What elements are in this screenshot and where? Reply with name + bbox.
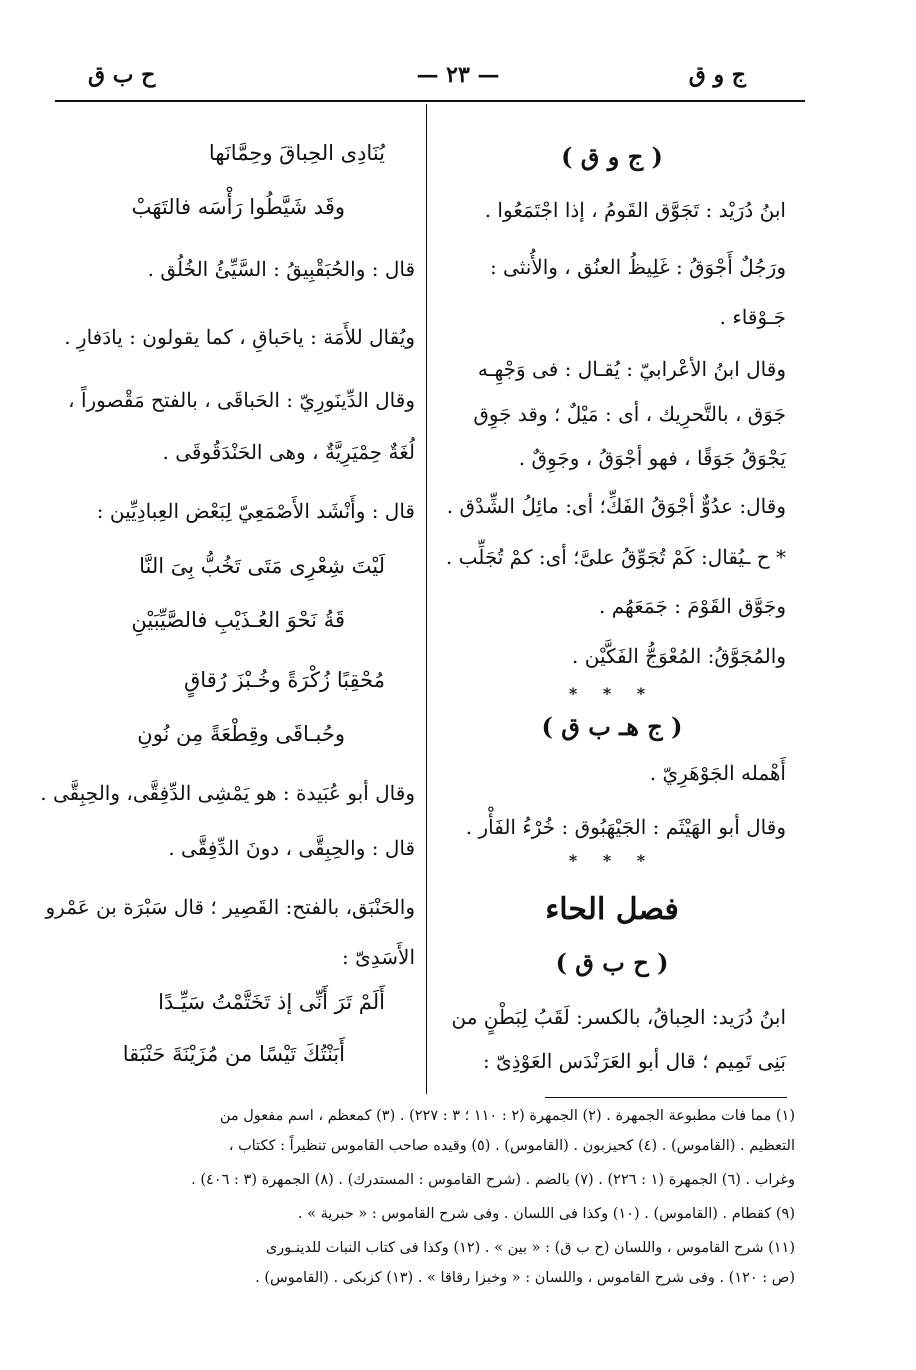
page-number: — ٢٣ — bbox=[416, 62, 500, 88]
text-line: جَوَق ، بالتَّحرِيك ، أى : مَيْلٌ ؛ وقد جَوِق bbox=[473, 402, 786, 426]
verse-line: مُحْقِبًا زُكْرَةً وخُـبْزَ رُقاقٍ bbox=[184, 668, 385, 692]
text-line: قال : وأَنْشَد الأَصْمَعِيّ لِبَعْض العِبادِيِّين : bbox=[96, 499, 415, 523]
verse-line: يُنَادِى الحِباقَ وحِمَّانَها bbox=[208, 141, 385, 165]
text-line: يَجْوَقُ جَوَقًا ، فهو أجْوَقُ ، وجَوِقٌ . bbox=[518, 446, 786, 470]
footnote-line: التعظيم . (القاموس) . (٤) كحيزبون . (القاموس) . (٥) وقيده صاحب القاموس تنظيراً : ككتاب ، bbox=[228, 1138, 795, 1154]
footnote-line: وغراب . (٦) الجمهرة (١ : ٢٢٦) . (٧) بالضم . (شرح القاموس : المستدرك) . (٨) الجمهرة (٣ : ٤٠٦) . bbox=[191, 1172, 795, 1188]
text-line: قال : والحُبَقْبِيقُ : السَّيِّئُ الخُلُق . bbox=[147, 257, 415, 281]
verse-line: وحُبـاقَى وقِطْعَةً مِن نُونِ bbox=[137, 722, 345, 746]
text-line: أَهْمله الجَوْهَرِيّ . bbox=[649, 761, 786, 785]
footnote-line: (٩) كقطام . (القاموس) . (١٠) وكذا فى اللسان . وفى شرح القاموس : « حبرية » . bbox=[297, 1206, 795, 1222]
verse-line: أَبَنْتُكَ تَيْسًا من مُزَيْنَةَ حَنْبَقا bbox=[122, 1042, 345, 1066]
text-line: والحَنْبَق، بالفتح: القَصِير ؛ قال سَبْرَة بن عَمْرو bbox=[45, 895, 415, 919]
column-divider bbox=[426, 104, 427, 1094]
footnote-line: (١) مما فات مطبوعة الجمهرة . (٢) الجمهرة (٢ : ١١٠ ؛ ٣ : ٢٢٧) . (٣) كمعظم ، اسم مفعول من bbox=[219, 1108, 795, 1124]
footnote-line: (١١) شرح القاموس ، واللسان (ح ب ق) : « بين » . (١٢) وكذا فى كتاب النبات للدينـورى bbox=[265, 1240, 795, 1256]
text-line: بَنِى تَمِيم ؛ قال أبو العَرَنْدَس العَوْذِىّ : bbox=[483, 1049, 786, 1073]
text-line: لُغَةٌ حِمْيَرِيَّةٌ ، وهى الحَنْدَقُوقَى . bbox=[162, 440, 415, 464]
verse-line: لَيْتَ شِعْرِى مَتَى تَخُبُّ بِىَ النَّا bbox=[139, 554, 385, 578]
verse-line: أَلَمْ تَرَ أَنِّى إذ تَخَتَّمْتُ سَيِّـدًا bbox=[158, 990, 385, 1014]
text-line: والمُجَوَّقُ: المُعْوَجُّ الفَكَّيْن . bbox=[572, 644, 786, 668]
text-line: وجَوَّق القَوْمَ : جَمَعَهُم . bbox=[599, 594, 786, 618]
separator-stars: * * * bbox=[568, 684, 656, 703]
text-line: ابنُ دُرَيْد : تَجَوَّق القَومُ ، إذا اجْتَمَعُوا . bbox=[484, 198, 786, 222]
text-line: * ح ـيُقال: كَمْ تُجَوِّقُ علىَّ؛ أى: كمْ تُجَلِّب . bbox=[445, 545, 786, 569]
text-line: جَـوْقاء . bbox=[719, 305, 786, 329]
entry-heading: ( ج هـ ب ق ) bbox=[541, 712, 683, 741]
separator-stars: * * * bbox=[568, 851, 656, 870]
text-line: ورَجُلٌ أَجْوَقُ : غَلِيظُ العنُق ، والأُنثى : bbox=[489, 255, 786, 279]
text-line: قال : والحِبِقَّى ، دونَ الدِّفِقَّى . bbox=[168, 836, 415, 860]
verse-line: وقَد شَيَّطُوا رَأْسَه فالتَهَبْ bbox=[131, 195, 345, 219]
running-head-left: ح ب ق bbox=[88, 62, 156, 88]
header-rule bbox=[55, 100, 805, 102]
text-line: ابنُ دُرَيد: الحِباقُ، بالكسر: لَقَبُ لِبَطْنٍ من bbox=[451, 1005, 786, 1029]
running-head-right: ج و ق bbox=[688, 62, 746, 88]
section-title: فصل الحاء bbox=[545, 892, 679, 927]
text-line: وقال ابنُ الأعْرابيّ : يُقـال : فى وَجْهِـه bbox=[477, 357, 786, 381]
verse-line: قَةُ نَحْوَ العُـذَيْبِ فالصَّيِّبَيْنِ bbox=[131, 608, 345, 632]
text-line: وقال الدِّينَورِيّ : الحَباقَى ، بالفتح مَقْصوراً ، bbox=[68, 388, 415, 412]
entry-heading: ( ح ب ق ) bbox=[555, 948, 669, 977]
text-line: وقال: عدُوٌّ أجْوَقُ الفَكِّ؛ أى: مائِلُ الشِّدْق . bbox=[446, 494, 786, 518]
footnote-line: (ص : ١٢٠) . وفى شرح القاموس ، واللسان : « وخبزا رقاقا » . (١٣) كزبكى . (القاموس) . bbox=[255, 1270, 795, 1286]
text-line: وقال أبو الهَيْثَم : الجَيْهَبُوق : خُرْءُ الفَأْر . bbox=[465, 815, 786, 839]
footnote-rule bbox=[545, 1097, 787, 1098]
text-line: وقال أبو عُبَيدة : هو يَمْشِى الدِّفِقَّى، والحِبِقَّى . bbox=[40, 781, 415, 805]
text-line: الأَسَدِىّ : bbox=[342, 945, 415, 969]
entry-heading: ( ج و ق ) bbox=[561, 142, 663, 171]
text-line: ويُقال للأَمَة : ياحَباقِ ، كما يقولون : يادَفارِ . bbox=[64, 325, 415, 349]
